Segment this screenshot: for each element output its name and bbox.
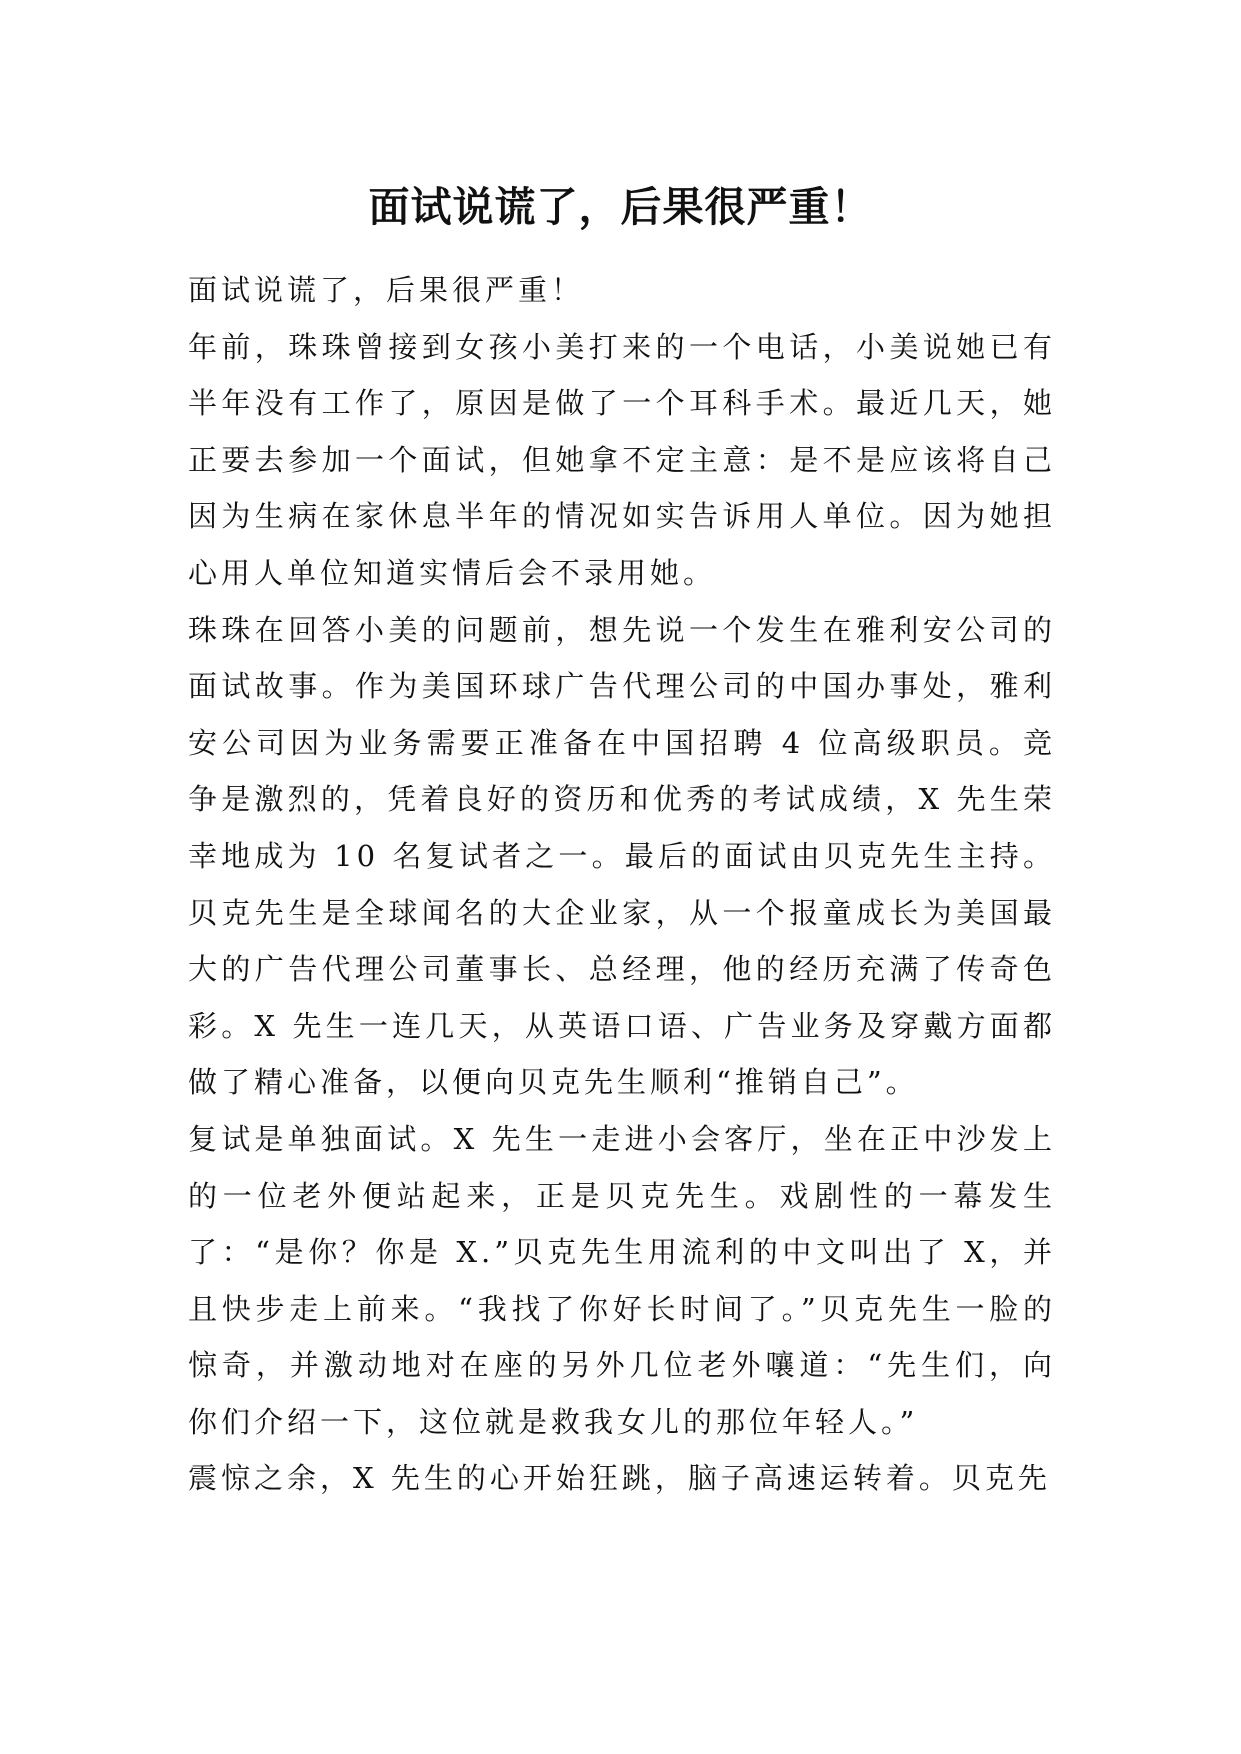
paragraph: 年前，珠珠曾接到女孩小美打来的一个电话，小美说她已有半年没有工作了，原因是做了一个耳科手术。最近几天，她正要去参加一个面试，但她拿不定主意：是不是应该将自己因为生病在家休息半年的情况如实告诉用人单位。因为她担心用人单位知道实情后会不录用她。 <box>188 329 1056 590</box>
document-body <box>188 262 1056 1507</box>
paragraph: 复试是单独面试。X 先生一走进小会客厅，坐在正中沙发上的一位老外便站起来，正是贝克先生。戏剧性的一幕发生了：“是你？你是 X.”贝克先生用流利的中文叫出了 X，并且快步走上前来。“我找了你好长时间了。”贝克先生一脸的惊奇，并激动地对在座的另外几位老外嚷道：“先生们，向你们介绍一下，这位就是救我女儿的那位年轻人。” <box>188 1121 1056 1439</box>
paragraph: 面试说谎了，后果很严重！ <box>188 273 585 307</box>
paragraph: 珠珠在回答小美的问题前，想先说一个发生在雅利安公司的面试故事。作为美国环球广告代理公司的中国办事处，雅利安公司因为业务需要正准备在中国招聘 4 位高级职员。竞争是激烈的，凭着良好的资历和优秀的考试成绩，X 先生荣幸地成为 10 名复试者之一。最后的面试由贝克先生主持。贝克先生是全球闻名的大企业家，从一个报童成长为美国最大的广告代理公司董事长、总经理，他的经历充满了传奇色彩。X 先生一连几天，从英语口语、广告业务及穿戴方面都做了精心准备，以便向贝克先生顺利“推销自己”。 <box>188 612 1056 1100</box>
document-title: 面试说谎了，后果很严重！ <box>368 183 873 232</box>
paragraph: 震惊之余，X 先生的心开始狂跳，脑子高速运转着。贝克先 <box>188 1461 1051 1496</box>
